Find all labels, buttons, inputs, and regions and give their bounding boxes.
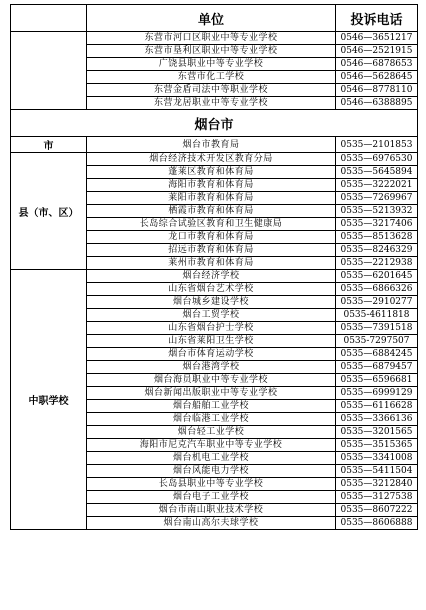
tel-cell: 0535—7391518	[336, 322, 418, 335]
complaint-phone-table	[10, 4, 418, 530]
unit-cell: 烟台工贸学校	[87, 309, 336, 322]
category-cell: 中职学校	[11, 270, 87, 530]
tel-cell: 0535—3217406	[336, 218, 418, 231]
header-tel: 投诉电话	[336, 5, 418, 32]
tel-cell: 0535—6976530	[336, 153, 418, 166]
tel-cell: 0535—8607222	[336, 504, 418, 517]
table-row	[11, 270, 418, 283]
tel-cell: 0535—8513628	[336, 231, 418, 244]
unit-cell: 烟台海员职业中等专业学校	[87, 374, 336, 387]
unit-cell: 烟台经济技术开发区教育分局	[87, 153, 336, 166]
unit-cell: 烟台新闻出版职业中等专业学校	[87, 387, 336, 400]
tel-cell: 0535—3201565	[336, 426, 418, 439]
tel-cell: 0535—3127538	[336, 491, 418, 504]
unit-cell: 招远市教育和体育局	[87, 244, 336, 257]
city-title: 烟台市	[11, 110, 418, 137]
tel-cell: 0535—6999129	[336, 387, 418, 400]
tel-cell: 0535—6884245	[336, 348, 418, 361]
unit-cell: 东营市河口区职业中等专业学校	[87, 32, 336, 45]
tel-cell: 0546—6388895	[336, 97, 418, 110]
unit-cell: 烟台港湾学校	[87, 361, 336, 374]
unit-cell: 莱阳市教育和体育局	[87, 192, 336, 205]
tel-cell: 0535—3222021	[336, 179, 418, 192]
unit-cell: 山东省烟台护士学校	[87, 322, 336, 335]
tel-cell: 0535—3366136	[336, 413, 418, 426]
tel-cell: 0535—6879457	[336, 361, 418, 374]
unit-cell: 烟台船舶工业学校	[87, 400, 336, 413]
unit-cell: 长岛综合试验区教育和卫生健康局	[87, 218, 336, 231]
tel-cell: 0535—6866326	[336, 283, 418, 296]
tel-cell: 0535-7297507	[336, 335, 418, 348]
category-cell: 市	[11, 137, 87, 153]
city-title-row	[11, 110, 418, 137]
tel-cell: 0535-4611818	[336, 309, 418, 322]
tel-cell: 0535—8606888	[336, 517, 418, 530]
unit-cell: 莱州市教育和体育局	[87, 257, 336, 270]
unit-cell: 烟台城乡建设学校	[87, 296, 336, 309]
category-cell: 县（市、区）	[11, 153, 87, 270]
tel-cell: 0535—7269967	[336, 192, 418, 205]
tel-cell: 0535—2910277	[336, 296, 418, 309]
unit-cell: 烟台经济学校	[87, 270, 336, 283]
unit-cell: 烟台临港工业学校	[87, 413, 336, 426]
tel-cell: 0535—6116628	[336, 400, 418, 413]
header-unit: 单位	[87, 5, 336, 32]
tel-cell: 0535—2212938	[336, 257, 418, 270]
unit-cell: 海阳市尼克汽车职业中等专业学校	[87, 439, 336, 452]
unit-cell: 烟台电子工业学校	[87, 491, 336, 504]
unit-cell: 东营龙居职业中等专业学校	[87, 97, 336, 110]
unit-cell: 烟台轻工业学校	[87, 426, 336, 439]
tel-cell: 0535—5645894	[336, 166, 418, 179]
header-row	[11, 5, 418, 32]
tel-cell: 0535—5411504	[336, 465, 418, 478]
category-cell	[11, 32, 87, 110]
unit-cell: 蓬莱区教育和体育局	[87, 166, 336, 179]
table-body	[11, 5, 418, 530]
table-row	[11, 153, 418, 166]
unit-cell: 栖霞市教育和体育局	[87, 205, 336, 218]
tel-cell: 0535—3341008	[336, 452, 418, 465]
tel-cell: 0535—5213932	[336, 205, 418, 218]
tel-cell: 0535—6201645	[336, 270, 418, 283]
unit-cell: 龙口市教育和体育局	[87, 231, 336, 244]
unit-cell: 东营金盾司法中等职业学校	[87, 84, 336, 97]
tel-cell: 0546—8778110	[336, 84, 418, 97]
unit-cell: 广饶县职业中等专业学校	[87, 58, 336, 71]
tel-cell: 0546—6878653	[336, 58, 418, 71]
unit-cell: 长岛县职业中等专业学校	[87, 478, 336, 491]
tel-cell: 0535—2101853	[336, 137, 418, 153]
table-row	[11, 32, 418, 45]
tel-cell: 0535—8246329	[336, 244, 418, 257]
unit-cell: 烟台机电工业学校	[87, 452, 336, 465]
table-row	[11, 137, 418, 153]
tel-cell: 0535—6596681	[336, 374, 418, 387]
unit-cell: 东营市垦利区职业中等专业学校	[87, 45, 336, 58]
unit-cell: 烟台市教育局	[87, 137, 336, 153]
tel-cell: 0535—3515365	[336, 439, 418, 452]
unit-cell: 烟台市南山职业技术学校	[87, 504, 336, 517]
unit-cell: 东营市化工学校	[87, 71, 336, 84]
tel-cell: 0546—3651217	[336, 32, 418, 45]
tel-cell: 0546—5628645	[336, 71, 418, 84]
unit-cell: 烟台南山高尔夫球学校	[87, 517, 336, 530]
unit-cell: 山东省莱阳卫生学校	[87, 335, 336, 348]
unit-cell: 烟台市体育运动学校	[87, 348, 336, 361]
tel-cell: 0546—2521915	[336, 45, 418, 58]
unit-cell: 山东省烟台艺术学校	[87, 283, 336, 296]
unit-cell: 烟台风能电力学校	[87, 465, 336, 478]
header-blank-cell	[11, 5, 87, 32]
tel-cell: 0535—3212840	[336, 478, 418, 491]
unit-cell: 海阳市教育和体育局	[87, 179, 336, 192]
